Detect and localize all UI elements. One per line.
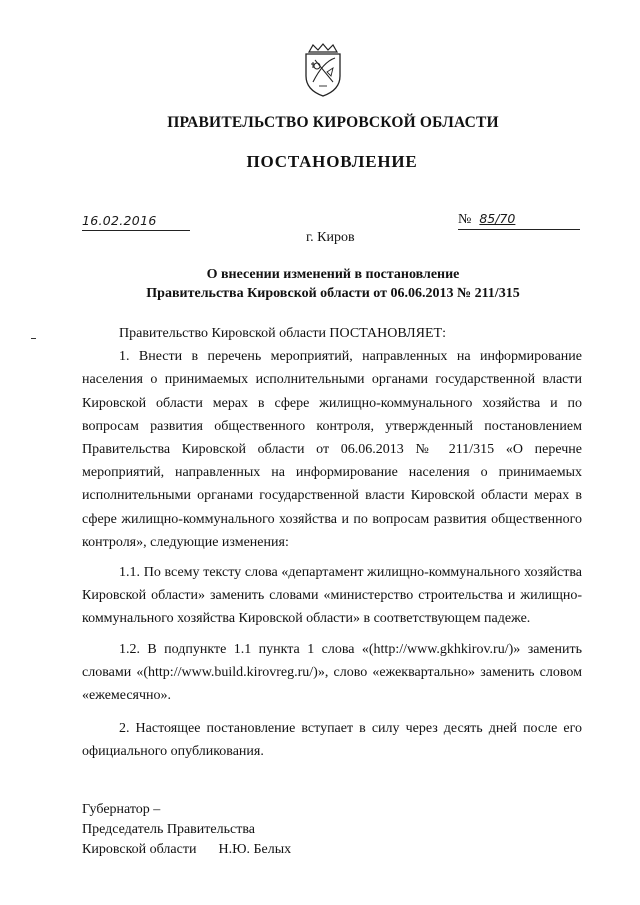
signature-title-2: Председатель Правительства [82, 822, 255, 837]
kirov-coat-of-arms-icon [301, 42, 345, 98]
document-city: г. Киров [306, 230, 355, 245]
document-number: 85/70 [479, 211, 516, 226]
signature-title-3: Кировской области [82, 842, 197, 857]
document-date: 16.02.2016 [82, 213, 157, 228]
body-paragraph-1-2: 1.2. В подпункте 1.1 пункта 1 слова «(http://www.gkhkirov.ru/)» заменить словами «(http://www.build.kirovreg.ru/)», слово «ежеквартально» заменить словом «ежемесячно». [82, 641, 582, 704]
signature-title-1: Губернатор – [82, 802, 161, 817]
margin-mark [31, 338, 36, 339]
signature-block [82, 800, 291, 860]
subject-line-1: О внесении изменений в постановление [206, 267, 460, 282]
organization-title: ПРАВИТЕЛЬСТВО КИРОВСКОЙ ОБЛАСТИ [167, 114, 499, 131]
document-number-field [458, 210, 580, 230]
document-subject [0, 265, 640, 303]
document-type: ПОСТАНОВЛЕНИЕ [246, 152, 418, 171]
body-paragraph-1: 1. Внести в перечень мероприятий, направленных на информирование населения о принимаемых исполнительными органами государственной власти Кировской области мерах в сфере жилищно-коммунального хозяйства и по вопросам развития общественного контроля, утвержденный постановлением Правительства Кировской области от 06.06.2013 № 211/315 «О перечне мероприятий, направленных на информирование населения о принимаемых исполнительными органами государственной власти Кировской области мерах в сфере жилищно-коммунального хозяйства и по вопросам развития общественного контроля», следующие изменения: [82, 349, 582, 550]
number-sign: № [458, 212, 472, 227]
signatory-name: Н.Ю. Белых [218, 842, 292, 857]
signature-title-3-row [82, 840, 291, 860]
document-date-field [82, 212, 190, 231]
body-paragraph-1-1: 1.1. По всему тексту слова «департамент жилищно-коммунального хозяйства Кировской области» заменить словами «министерство строительства и жилищно-коммунального хозяйства Кировской области» в соответствующем падеже. [82, 565, 582, 627]
subject-line-2: Правительства Кировской области от 06.06.2013 № 211/315 [146, 286, 520, 301]
body-intro: Правительство Кировской области ПОСТАНОВЛЯЕТ: [119, 326, 446, 341]
body-paragraph-2: 2. Настоящее постановление вступает в силу через десять дней после его официального опубликования. [82, 721, 582, 760]
document-body [82, 322, 582, 764]
